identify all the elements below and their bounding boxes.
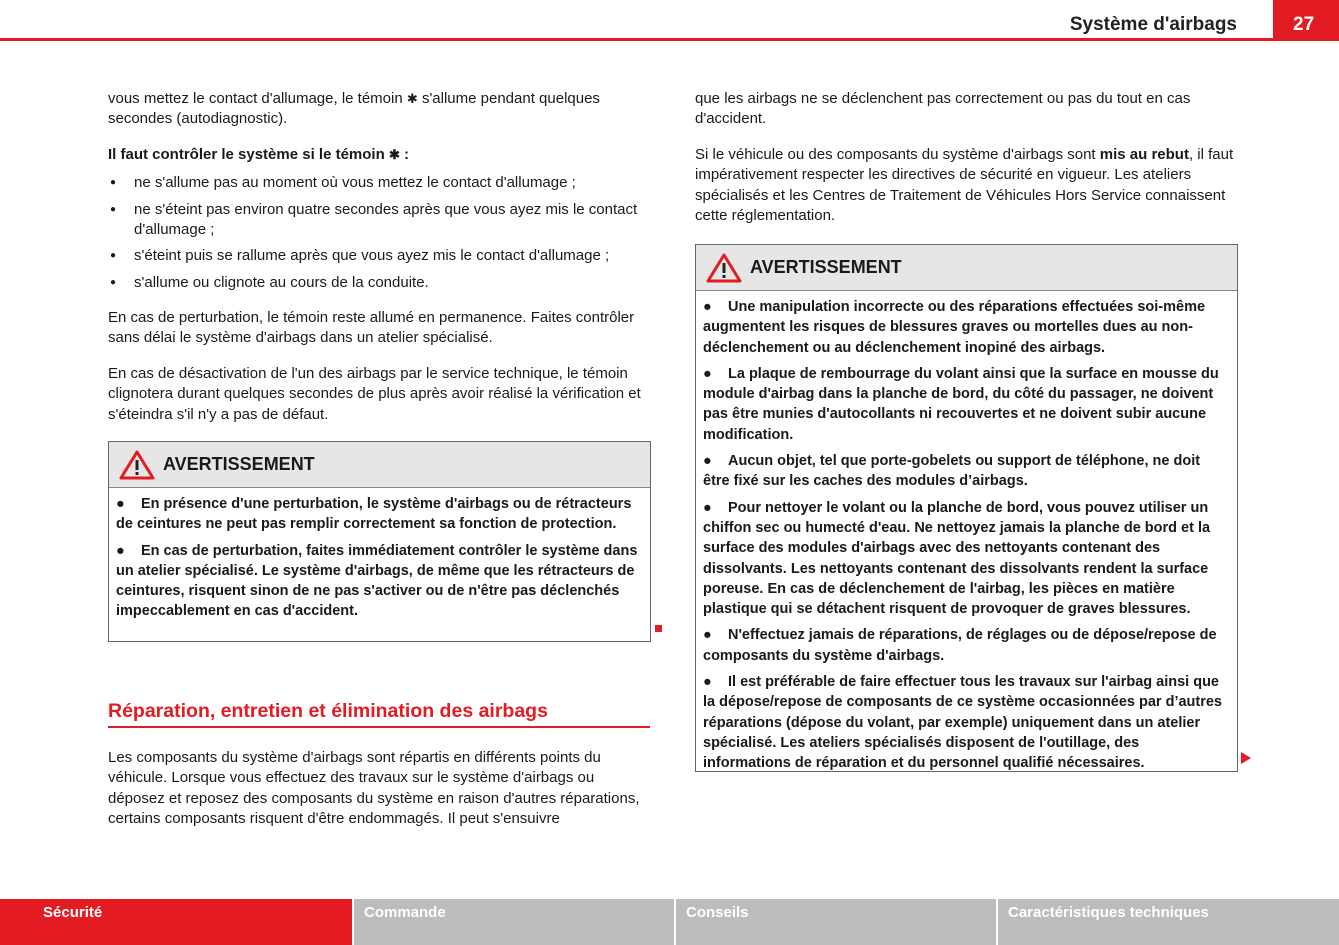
warning-item: ● N'effectuez jamais de réparations, de réglages ou de dépose/repose de composants du système d'airbags. xyxy=(703,627,1217,664)
text: Il faut contrôler le système si le témoin xyxy=(108,146,385,164)
list-item: ● ne s'éteint pas environ quatre secondes après que vous ayez mis le contact d'allumage ; xyxy=(108,200,650,241)
warning-item: ● La plaque de rembourrage du volant ainsi que la surface en mousse du module d'airbag dans la planche de bord, du côté du passager, ne doivent pas être munies d'autocollants ni recouvertes et ne doivent subir aucune modification. xyxy=(703,365,1219,443)
text: En cas de perturbation, faites immédiatement contrôler le système dans un atelier spécialisé. Le système d'airbags, de même que les rétracteurs de ceintures, risquent sinon de ne pas s'activer ou de n'être pas déclenchés impeccablement en cas d'accident. xyxy=(116,542,638,620)
warning-box xyxy=(695,244,1238,772)
airbag-warning-icon: ✱ xyxy=(406,91,418,106)
text: : xyxy=(404,146,410,164)
text: Pour nettoyer le volant ou la planche de bord, vous pouvez utiliser un chiffon sec ou humecté d'eau. Ne nettoyez jamais la planche de bord et la surface des modules d'airbags avec des nettoyants contenant des dissolvants. Les nettoyants contenant des dissolvants rendent la surface poreuse. En cas de déclenchement de l'airbag, les pièces en matière plastique qui se détachent risquent de provoquer de graves blessures. xyxy=(703,499,1211,618)
paragraph xyxy=(695,145,1237,226)
list-item: ● s'éteint puis se rallume après que vous ayez mis le contact d'allumage ; xyxy=(108,246,650,266)
check-heading xyxy=(108,145,650,165)
right-column xyxy=(695,89,1237,242)
left-column xyxy=(108,89,650,440)
text: s'allume pendant quelques secondes (autodiagnostic). xyxy=(108,90,600,128)
list-item: ● s'allume ou clignote au cours de la conduite. xyxy=(108,273,650,293)
paragraph: En cas de désactivation de l'un des airbags par le service technique, le témoin clignotera durant quelques secondes de plus après avoir réalisé la vérification et s'éteindra s'il n'y a pas de défaut. xyxy=(108,364,641,423)
text: vous mettez le contact d'allumage, le témoin xyxy=(108,90,403,107)
section-heading: Réparation, entretien et élimination des airbags xyxy=(108,700,650,728)
text: , il faut impérativement respecter les directives de sécurité en vigueur. Les ateliers spécialisés et les Centres de Traitement de Véhicules Hors Service connaissent cette réglementation. xyxy=(695,146,1234,224)
paragraph xyxy=(108,89,650,130)
paragraph: Les composants du système d'airbags sont répartis en différents points du véhicule. Lorsque vous effectuez des travaux sur le système d'airbags ou déposez et reposez des composants du système en raison d'autres réparations, certains composants risquent d'être endommagés. Il peut s'ensuivre xyxy=(108,749,640,827)
footer-tab-commande[interactable]: Commande xyxy=(354,899,674,945)
warning-title: AVERTISSEMENT xyxy=(163,454,315,475)
text: En présence d'une perturbation, le système d'airbags ou de rétracteurs de ceintures ne peut pas remplir correctement sa fonction de protection. xyxy=(116,496,632,533)
airbag-warning-icon: ✱ xyxy=(388,147,400,163)
text: Aucun objet, tel que porte-gobelets ou support de téléphone, ne doit être fixé sur les caches des modules d’airbags. xyxy=(703,453,1201,490)
list-item: ● ne s'allume pas au moment où vous mettez le contact d'allumage ; xyxy=(108,173,650,193)
warning-triangle-icon xyxy=(706,253,742,283)
warning-item: ● Une manipulation incorrecte ou des réparations effectuées soi-même augmentent les risques de blessures graves ou mortelles dues au non-déclenchement ou au déclenchement inopiné des airbags. xyxy=(703,299,1206,356)
footer-tab-securite[interactable]: Sécurité xyxy=(0,899,352,945)
footer-tab-conseils[interactable]: Conseils xyxy=(676,899,996,945)
text: N'effectuez jamais de réparations, de réglages ou de dépose/repose de composants du système d'airbags. xyxy=(703,627,1217,664)
warning-header xyxy=(109,442,650,488)
emphasis: mis au rebut xyxy=(1099,146,1189,164)
warning-item: ● Il est préférable de faire effectuer tous les travaux sur l'airbag ainsi que la dépose/repose de composants de ce système occasionnées par d’autres réparations (dépose du volant, par exemple) uniquement dans un atelier spécialisé. Les ateliers spécialisés disposent de l'outillage, des informations de réparation et du personnel qualifié nécessaires. xyxy=(703,674,1222,772)
warning-item: ● En présence d'une perturbation, le système d'airbags ou de rétracteurs de ceintures ne peut pas remplir correctement sa fonction de protection. xyxy=(116,496,632,533)
warning-item: ● En cas de perturbation, faites immédiatement contrôler le système dans un atelier spécialisé. Le système d'airbags, de même que les rétracteurs de ceintures, risquent sinon de ne pas s'activer ou de n'être pas déclenchés impeccablement en cas d'accident. xyxy=(116,542,638,620)
warning-item: ● Aucun objet, tel que porte-gobelets ou support de téléphone, ne doit être fixé sur les caches des modules d’airbags. xyxy=(703,453,1201,490)
text: La plaque de rembourrage du volant ainsi que la surface en mousse du module d'airbag dans la planche de bord, du côté du passager, ne doivent pas être munies d'autocollants ni recouvertes et ne doivent subir aucune modification. xyxy=(703,365,1219,443)
paragraph: que les airbags ne se déclenchent pas correctement ou pas du tout en cas d'accident. xyxy=(695,90,1191,128)
warning-title: AVERTISSEMENT xyxy=(750,257,902,278)
text: Il est préférable de faire effectuer tous les travaux sur l'airbag ainsi que la dépose/repose de composants de ce système occasionnées par d’autres réparations (dépose du volant, par exemple) uniquement dans un atelier spécialisé. Les ateliers spécialisés disposent de l'outillage, des informations de réparation et du personnel qualifié nécessaires. xyxy=(703,674,1222,772)
end-marker-icon xyxy=(655,625,662,632)
continue-arrow-icon xyxy=(1241,752,1251,764)
warning-box xyxy=(108,441,651,642)
warning-header xyxy=(696,245,1237,291)
warning-triangle-icon xyxy=(119,450,155,480)
text: Si le véhicule ou des composants du système d'airbags sont xyxy=(695,146,1096,164)
text: Une manipulation incorrecte ou des réparations effectuées soi-même augmentent les risques de blessures graves ou mortelles dues au non-déclenchement ou au déclenchement inopiné des airbags. xyxy=(703,299,1206,356)
paragraph: En cas de perturbation, le témoin reste allumé en permanence. Faites contrôler sans délai le système d'airbags dans un atelier spécialisé. xyxy=(108,308,635,347)
header-rule xyxy=(0,38,1273,41)
footer-tab-caracteristiques[interactable]: Caractéristiques techniques xyxy=(998,899,1339,945)
warning-item: ● Pour nettoyer le volant ou la planche de bord, vous pouvez utiliser un chiffon sec ou humecté d'eau. Ne nettoyez jamais la planche de bord et la surface des modules d'airbags avec des nettoyants contenant des dissolvants. Les nettoyants contenant des dissolvants rendent la surface poreuse. En cas de déclenchement de l'airbag, les pièces en matière plastique qui se détachent risquent de provoquer de graves blessures. xyxy=(703,499,1211,618)
page-header-title: Système d'airbags xyxy=(1069,14,1237,35)
page-number: 27 xyxy=(1273,0,1339,41)
